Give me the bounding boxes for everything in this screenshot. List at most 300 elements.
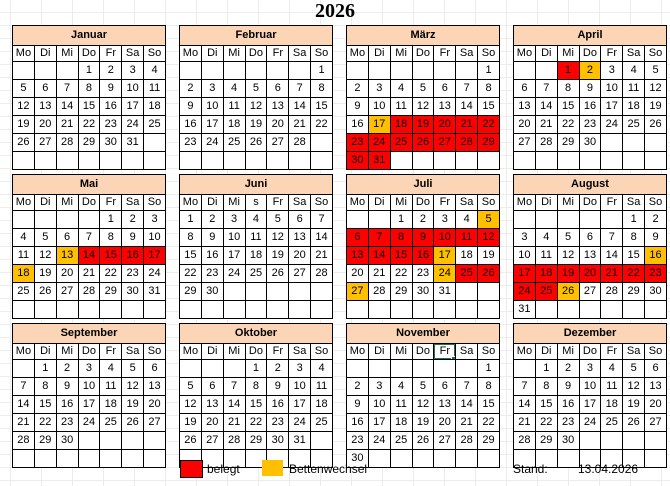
day-cell[interactable]: 6 xyxy=(645,360,667,378)
day-cell[interactable]: 9 xyxy=(201,229,223,247)
day-cell[interactable]: 13 xyxy=(514,98,536,116)
day-cell[interactable] xyxy=(434,152,456,170)
fill-handle[interactable] xyxy=(451,356,456,360)
day-cell[interactable]: 2 xyxy=(557,360,579,378)
day-cell[interactable]: 4 xyxy=(223,80,245,98)
day-cell[interactable]: 4 xyxy=(144,62,166,80)
day-cell[interactable] xyxy=(56,152,78,170)
day-cell[interactable]: 24 xyxy=(78,414,100,432)
day-cell[interactable]: 21 xyxy=(514,414,536,432)
day-cell[interactable] xyxy=(478,283,500,301)
day-cell[interactable] xyxy=(267,62,289,80)
day-header[interactable]: Do xyxy=(579,46,601,62)
day-cell[interactable]: 28 xyxy=(456,432,478,450)
day-cell[interactable]: 29 xyxy=(390,283,412,301)
day-cell[interactable] xyxy=(368,301,390,319)
day-cell[interactable]: 13 xyxy=(267,98,289,116)
day-header[interactable]: Mi xyxy=(390,195,412,211)
day-cell[interactable]: 6 xyxy=(201,378,223,396)
day-cell[interactable]: 20 xyxy=(267,116,289,134)
day-cell[interactable]: 6 xyxy=(579,229,601,247)
day-cell[interactable] xyxy=(645,134,667,152)
day-cell[interactable]: 16 xyxy=(180,116,202,134)
day-cell[interactable] xyxy=(579,211,601,229)
day-cell[interactable]: 31 xyxy=(289,432,311,450)
day-cell[interactable]: 19 xyxy=(180,414,202,432)
day-cell[interactable]: 8 xyxy=(557,80,579,98)
day-cell[interactable]: 14 xyxy=(601,247,623,265)
day-header[interactable]: Mo xyxy=(13,344,35,360)
day-cell[interactable]: 22 xyxy=(180,265,202,283)
day-cell[interactable]: 10 xyxy=(368,396,390,414)
day-header[interactable]: Fr xyxy=(100,46,122,62)
day-cell[interactable]: 30 xyxy=(645,283,667,301)
day-cell[interactable]: 5 xyxy=(412,80,434,98)
day-cell[interactable]: 1 xyxy=(100,211,122,229)
day-cell[interactable]: 27 xyxy=(144,414,166,432)
day-header[interactable]: Sa xyxy=(456,344,478,360)
day-cell[interactable]: 18 xyxy=(390,414,412,432)
day-cell[interactable]: 15 xyxy=(623,247,645,265)
day-cell[interactable]: 13 xyxy=(34,98,56,116)
day-cell[interactable] xyxy=(535,152,557,170)
day-cell[interactable]: 20 xyxy=(347,265,369,283)
day-cell[interactable]: 29 xyxy=(78,134,100,152)
day-cell[interactable]: 6 xyxy=(347,229,369,247)
day-header[interactable]: So xyxy=(311,344,333,360)
day-cell[interactable] xyxy=(100,152,122,170)
day-cell[interactable]: 18 xyxy=(390,116,412,134)
day-header[interactable]: Sa xyxy=(122,46,144,62)
day-cell[interactable]: 29 xyxy=(478,134,500,152)
day-cell[interactable]: 7 xyxy=(514,378,536,396)
month-title[interactable]: August xyxy=(514,175,667,195)
day-header[interactable]: Sa xyxy=(122,344,144,360)
day-cell[interactable] xyxy=(368,211,390,229)
day-cell[interactable]: 29 xyxy=(245,432,267,450)
day-cell[interactable]: 24 xyxy=(201,134,223,152)
day-cell[interactable] xyxy=(100,301,122,319)
day-cell[interactable]: 26 xyxy=(412,432,434,450)
day-cell[interactable]: 14 xyxy=(289,98,311,116)
day-cell[interactable]: 24 xyxy=(579,414,601,432)
day-cell[interactable]: 10 xyxy=(579,378,601,396)
day-cell[interactable] xyxy=(623,152,645,170)
day-cell[interactable]: 19 xyxy=(267,247,289,265)
day-cell[interactable]: 8 xyxy=(100,229,122,247)
day-cell[interactable]: 5 xyxy=(13,80,35,98)
day-cell[interactable]: 18 xyxy=(535,265,557,283)
day-cell[interactable] xyxy=(434,360,456,378)
day-cell[interactable]: 19 xyxy=(645,98,667,116)
day-cell[interactable] xyxy=(535,301,557,319)
day-header[interactable]: Mo xyxy=(347,344,369,360)
day-cell[interactable]: 8 xyxy=(390,229,412,247)
day-header[interactable]: Di xyxy=(34,46,56,62)
day-cell[interactable]: 4 xyxy=(390,80,412,98)
month-title[interactable]: April xyxy=(514,26,667,46)
day-cell[interactable]: 10 xyxy=(514,247,536,265)
day-cell[interactable] xyxy=(289,152,311,170)
day-header[interactable]: Mi xyxy=(390,344,412,360)
day-cell[interactable] xyxy=(478,301,500,319)
day-cell[interactable]: 24 xyxy=(144,265,166,283)
day-cell[interactable]: 30 xyxy=(100,134,122,152)
day-cell[interactable]: 27 xyxy=(201,432,223,450)
day-cell[interactable]: 7 xyxy=(368,229,390,247)
day-cell[interactable]: 8 xyxy=(311,80,333,98)
day-cell[interactable]: 13 xyxy=(434,98,456,116)
day-header[interactable]: Mi xyxy=(56,46,78,62)
day-header[interactable]: Fr xyxy=(100,195,122,211)
day-cell[interactable]: 28 xyxy=(78,283,100,301)
day-cell[interactable]: 23 xyxy=(56,414,78,432)
day-cell[interactable]: 24 xyxy=(289,414,311,432)
day-cell[interactable]: 15 xyxy=(245,396,267,414)
day-cell[interactable]: 26 xyxy=(122,414,144,432)
day-cell[interactable]: 22 xyxy=(623,265,645,283)
day-cell[interactable] xyxy=(456,283,478,301)
day-header[interactable]: Mo xyxy=(180,344,202,360)
day-cell[interactable]: 19 xyxy=(478,247,500,265)
day-cell[interactable] xyxy=(223,301,245,319)
day-cell[interactable] xyxy=(579,152,601,170)
day-header[interactable]: Fr xyxy=(267,46,289,62)
day-cell[interactable] xyxy=(56,62,78,80)
day-cell[interactable]: 25 xyxy=(390,134,412,152)
day-cell[interactable]: 5 xyxy=(245,80,267,98)
day-cell[interactable]: 18 xyxy=(13,265,35,283)
day-cell[interactable] xyxy=(34,152,56,170)
day-cell[interactable]: 8 xyxy=(478,378,500,396)
day-cell[interactable]: 23 xyxy=(201,265,223,283)
day-cell[interactable]: 30 xyxy=(579,134,601,152)
day-cell[interactable]: 3 xyxy=(514,229,536,247)
month-title[interactable]: Januar xyxy=(13,26,166,46)
day-cell[interactable] xyxy=(311,432,333,450)
day-cell[interactable] xyxy=(368,360,390,378)
month-title[interactable]: Dezember xyxy=(514,324,667,344)
day-cell[interactable]: 8 xyxy=(180,229,202,247)
day-cell[interactable]: 2 xyxy=(645,211,667,229)
day-header[interactable]: So xyxy=(478,344,500,360)
day-cell[interactable]: 11 xyxy=(311,378,333,396)
day-cell[interactable] xyxy=(144,152,166,170)
day-cell[interactable]: 7 xyxy=(456,378,478,396)
day-cell[interactable]: 15 xyxy=(311,98,333,116)
day-header[interactable]: So xyxy=(311,46,333,62)
day-cell[interactable]: 17 xyxy=(289,396,311,414)
day-header[interactable]: Sa xyxy=(623,344,645,360)
day-cell[interactable]: 9 xyxy=(579,80,601,98)
day-cell[interactable] xyxy=(311,283,333,301)
day-cell[interactable]: 5 xyxy=(412,378,434,396)
day-cell[interactable]: 14 xyxy=(56,98,78,116)
day-cell[interactable]: 17 xyxy=(78,396,100,414)
day-cell[interactable]: 7 xyxy=(56,80,78,98)
day-cell[interactable]: 2 xyxy=(347,378,369,396)
day-cell[interactable]: 2 xyxy=(100,62,122,80)
day-cell[interactable]: 11 xyxy=(601,378,623,396)
day-cell[interactable]: 30 xyxy=(201,283,223,301)
day-cell[interactable]: 13 xyxy=(645,378,667,396)
day-cell[interactable]: 11 xyxy=(623,80,645,98)
day-cell[interactable]: 31 xyxy=(122,134,144,152)
day-header[interactable]: So xyxy=(645,195,667,211)
day-cell[interactable]: 12 xyxy=(13,98,35,116)
day-cell[interactable] xyxy=(289,301,311,319)
day-header[interactable]: So xyxy=(144,46,166,62)
day-header[interactable]: Mo xyxy=(347,46,369,62)
day-cell[interactable]: 18 xyxy=(623,98,645,116)
day-cell[interactable]: 25 xyxy=(601,414,623,432)
day-cell[interactable]: 12 xyxy=(245,98,267,116)
day-header[interactable]: Do xyxy=(245,344,267,360)
day-cell[interactable]: 14 xyxy=(535,98,557,116)
day-cell[interactable]: 9 xyxy=(122,229,144,247)
day-cell[interactable]: 26 xyxy=(645,116,667,134)
day-cell[interactable]: 5 xyxy=(34,229,56,247)
day-cell[interactable] xyxy=(412,152,434,170)
day-cell[interactable]: 2 xyxy=(579,62,601,80)
day-cell[interactable] xyxy=(601,134,623,152)
day-cell[interactable]: 12 xyxy=(645,80,667,98)
day-cell[interactable]: 30 xyxy=(347,152,369,170)
day-header[interactable]: Mo xyxy=(514,195,536,211)
day-cell[interactable]: 12 xyxy=(412,98,434,116)
day-cell[interactable]: 19 xyxy=(245,116,267,134)
day-cell[interactable] xyxy=(347,301,369,319)
day-cell[interactable]: 14 xyxy=(223,396,245,414)
day-cell[interactable]: 28 xyxy=(56,134,78,152)
day-cell[interactable] xyxy=(456,301,478,319)
day-cell[interactable]: 22 xyxy=(390,265,412,283)
day-cell[interactable]: 8 xyxy=(78,80,100,98)
day-cell[interactable]: 19 xyxy=(122,396,144,414)
day-cell[interactable] xyxy=(368,62,390,80)
day-cell[interactable]: 10 xyxy=(434,229,456,247)
day-cell[interactable]: 6 xyxy=(34,80,56,98)
day-cell[interactable] xyxy=(645,301,667,319)
day-cell[interactable]: 21 xyxy=(456,116,478,134)
day-cell[interactable] xyxy=(601,211,623,229)
day-cell[interactable] xyxy=(557,211,579,229)
day-header[interactable]: So xyxy=(311,195,333,211)
day-cell[interactable]: 19 xyxy=(623,396,645,414)
day-cell[interactable] xyxy=(13,211,35,229)
day-cell[interactable] xyxy=(245,301,267,319)
day-cell[interactable]: 20 xyxy=(645,396,667,414)
day-header[interactable]: Fr xyxy=(601,344,623,360)
day-cell[interactable]: 3 xyxy=(601,62,623,80)
month-title[interactable]: September xyxy=(13,324,166,344)
day-cell[interactable]: 16 xyxy=(56,396,78,414)
day-cell[interactable]: 11 xyxy=(13,247,35,265)
day-cell[interactable]: 5 xyxy=(557,229,579,247)
day-cell[interactable] xyxy=(557,301,579,319)
day-cell[interactable]: 25 xyxy=(535,283,557,301)
day-header[interactable]: Fr xyxy=(434,344,456,360)
day-header[interactable]: Fr xyxy=(434,46,456,62)
day-header[interactable]: Sa xyxy=(289,46,311,62)
day-cell[interactable]: 29 xyxy=(623,283,645,301)
day-cell[interactable]: 15 xyxy=(478,396,500,414)
day-cell[interactable]: 9 xyxy=(557,378,579,396)
day-cell[interactable]: 3 xyxy=(289,360,311,378)
day-cell[interactable]: 20 xyxy=(34,116,56,134)
day-cell[interactable]: 11 xyxy=(390,396,412,414)
day-cell[interactable]: 27 xyxy=(579,283,601,301)
day-cell[interactable]: 13 xyxy=(56,247,78,265)
day-cell[interactable]: 30 xyxy=(122,283,144,301)
day-header[interactable]: Di xyxy=(368,46,390,62)
day-cell[interactable] xyxy=(514,62,536,80)
day-cell[interactable]: 26 xyxy=(180,432,202,450)
day-cell[interactable] xyxy=(514,152,536,170)
day-cell[interactable]: 30 xyxy=(557,432,579,450)
day-cell[interactable]: 22 xyxy=(535,414,557,432)
day-cell[interactable]: 3 xyxy=(122,62,144,80)
day-cell[interactable]: 7 xyxy=(223,378,245,396)
day-header[interactable]: Mi xyxy=(557,195,579,211)
day-cell[interactable]: 28 xyxy=(456,134,478,152)
day-cell[interactable]: 25 xyxy=(456,265,478,283)
day-cell[interactable]: 23 xyxy=(122,265,144,283)
day-header[interactable]: Di xyxy=(368,344,390,360)
day-cell[interactable]: 25 xyxy=(623,116,645,134)
day-cell[interactable] xyxy=(456,152,478,170)
day-cell[interactable] xyxy=(623,432,645,450)
day-cell[interactable]: 14 xyxy=(456,98,478,116)
day-cell[interactable]: 19 xyxy=(34,265,56,283)
day-cell[interactable]: 23 xyxy=(347,432,369,450)
day-cell[interactable]: 31 xyxy=(144,283,166,301)
day-cell[interactable]: 1 xyxy=(78,62,100,80)
day-cell[interactable]: 30 xyxy=(347,450,369,468)
day-cell[interactable]: 25 xyxy=(245,265,267,283)
day-header[interactable]: So xyxy=(645,46,667,62)
day-cell[interactable] xyxy=(180,360,202,378)
day-cell[interactable]: 23 xyxy=(579,116,601,134)
day-cell[interactable]: 7 xyxy=(13,378,35,396)
day-cell[interactable] xyxy=(434,62,456,80)
day-header[interactable]: Mi xyxy=(56,344,78,360)
day-cell[interactable] xyxy=(557,152,579,170)
day-cell[interactable]: 25 xyxy=(100,414,122,432)
day-cell[interactable]: 28 xyxy=(368,283,390,301)
day-cell[interactable]: 21 xyxy=(601,265,623,283)
day-cell[interactable]: 16 xyxy=(557,396,579,414)
day-cell[interactable]: 2 xyxy=(56,360,78,378)
day-header[interactable]: Mo xyxy=(347,195,369,211)
day-cell[interactable]: 11 xyxy=(245,229,267,247)
day-header[interactable]: Do xyxy=(245,46,267,62)
day-header[interactable]: Mo xyxy=(13,46,35,62)
day-cell[interactable]: 12 xyxy=(180,396,202,414)
day-cell[interactable] xyxy=(144,134,166,152)
day-cell[interactable] xyxy=(579,301,601,319)
day-cell[interactable]: 10 xyxy=(289,378,311,396)
day-cell[interactable] xyxy=(13,301,35,319)
day-cell[interactable]: 23 xyxy=(557,414,579,432)
day-cell[interactable]: 29 xyxy=(180,283,202,301)
day-header[interactable]: Sa xyxy=(289,344,311,360)
day-cell[interactable]: 22 xyxy=(311,116,333,134)
day-header[interactable]: Do xyxy=(78,344,100,360)
day-header[interactable]: Fr xyxy=(267,195,289,211)
day-header[interactable]: Mi xyxy=(223,344,245,360)
day-header[interactable]: Mi xyxy=(223,46,245,62)
day-cell[interactable] xyxy=(78,211,100,229)
day-cell[interactable]: 20 xyxy=(579,265,601,283)
day-header[interactable]: So xyxy=(478,195,500,211)
day-cell[interactable]: 11 xyxy=(390,98,412,116)
day-cell[interactable]: 14 xyxy=(368,247,390,265)
day-cell[interactable]: 19 xyxy=(412,116,434,134)
day-cell[interactable]: 29 xyxy=(535,432,557,450)
day-cell[interactable]: 8 xyxy=(535,378,557,396)
month-title[interactable]: Februar xyxy=(180,26,333,46)
day-cell[interactable]: 5 xyxy=(645,62,667,80)
day-header[interactable]: So xyxy=(645,344,667,360)
day-cell[interactable]: 21 xyxy=(456,414,478,432)
day-cell[interactable]: 11 xyxy=(223,98,245,116)
day-cell[interactable]: 2 xyxy=(201,211,223,229)
day-cell[interactable]: 25 xyxy=(390,432,412,450)
day-cell[interactable] xyxy=(623,134,645,152)
day-cell[interactable] xyxy=(34,62,56,80)
day-cell[interactable]: 15 xyxy=(34,396,56,414)
day-cell[interactable]: 23 xyxy=(100,116,122,134)
day-header[interactable]: Do xyxy=(579,195,601,211)
day-cell[interactable] xyxy=(245,152,267,170)
day-cell[interactable] xyxy=(13,62,35,80)
day-cell[interactable]: 8 xyxy=(623,229,645,247)
day-cell[interactable]: 9 xyxy=(180,98,202,116)
day-cell[interactable]: 17 xyxy=(223,247,245,265)
day-header[interactable]: Di xyxy=(201,195,223,211)
day-cell[interactable]: 22 xyxy=(557,116,579,134)
day-cell[interactable]: 16 xyxy=(645,247,667,265)
day-cell[interactable]: 7 xyxy=(456,80,478,98)
day-cell[interactable] xyxy=(78,432,100,450)
day-cell[interactable]: 12 xyxy=(623,378,645,396)
day-cell[interactable]: 31 xyxy=(434,283,456,301)
day-cell[interactable]: 29 xyxy=(557,134,579,152)
day-cell[interactable]: 26 xyxy=(557,283,579,301)
day-cell[interactable]: 14 xyxy=(78,247,100,265)
day-cell[interactable]: 23 xyxy=(180,134,202,152)
day-cell[interactable]: 22 xyxy=(478,414,500,432)
day-cell[interactable] xyxy=(601,432,623,450)
day-cell[interactable]: 12 xyxy=(267,229,289,247)
day-cell[interactable]: 2 xyxy=(412,211,434,229)
day-cell[interactable]: 20 xyxy=(434,116,456,134)
day-cell[interactable]: 3 xyxy=(201,80,223,98)
day-cell[interactable]: 28 xyxy=(223,432,245,450)
day-cell[interactable]: 2 xyxy=(122,211,144,229)
day-cell[interactable]: 26 xyxy=(267,265,289,283)
day-cell[interactable] xyxy=(645,432,667,450)
day-cell[interactable]: 27 xyxy=(434,134,456,152)
day-cell[interactable]: 25 xyxy=(311,414,333,432)
day-cell[interactable]: 13 xyxy=(144,378,166,396)
day-header[interactable]: Mo xyxy=(514,344,536,360)
day-cell[interactable]: 26 xyxy=(34,283,56,301)
day-cell[interactable]: 7 xyxy=(289,80,311,98)
day-cell[interactable]: 27 xyxy=(514,134,536,152)
month-title[interactable]: März xyxy=(347,26,500,46)
